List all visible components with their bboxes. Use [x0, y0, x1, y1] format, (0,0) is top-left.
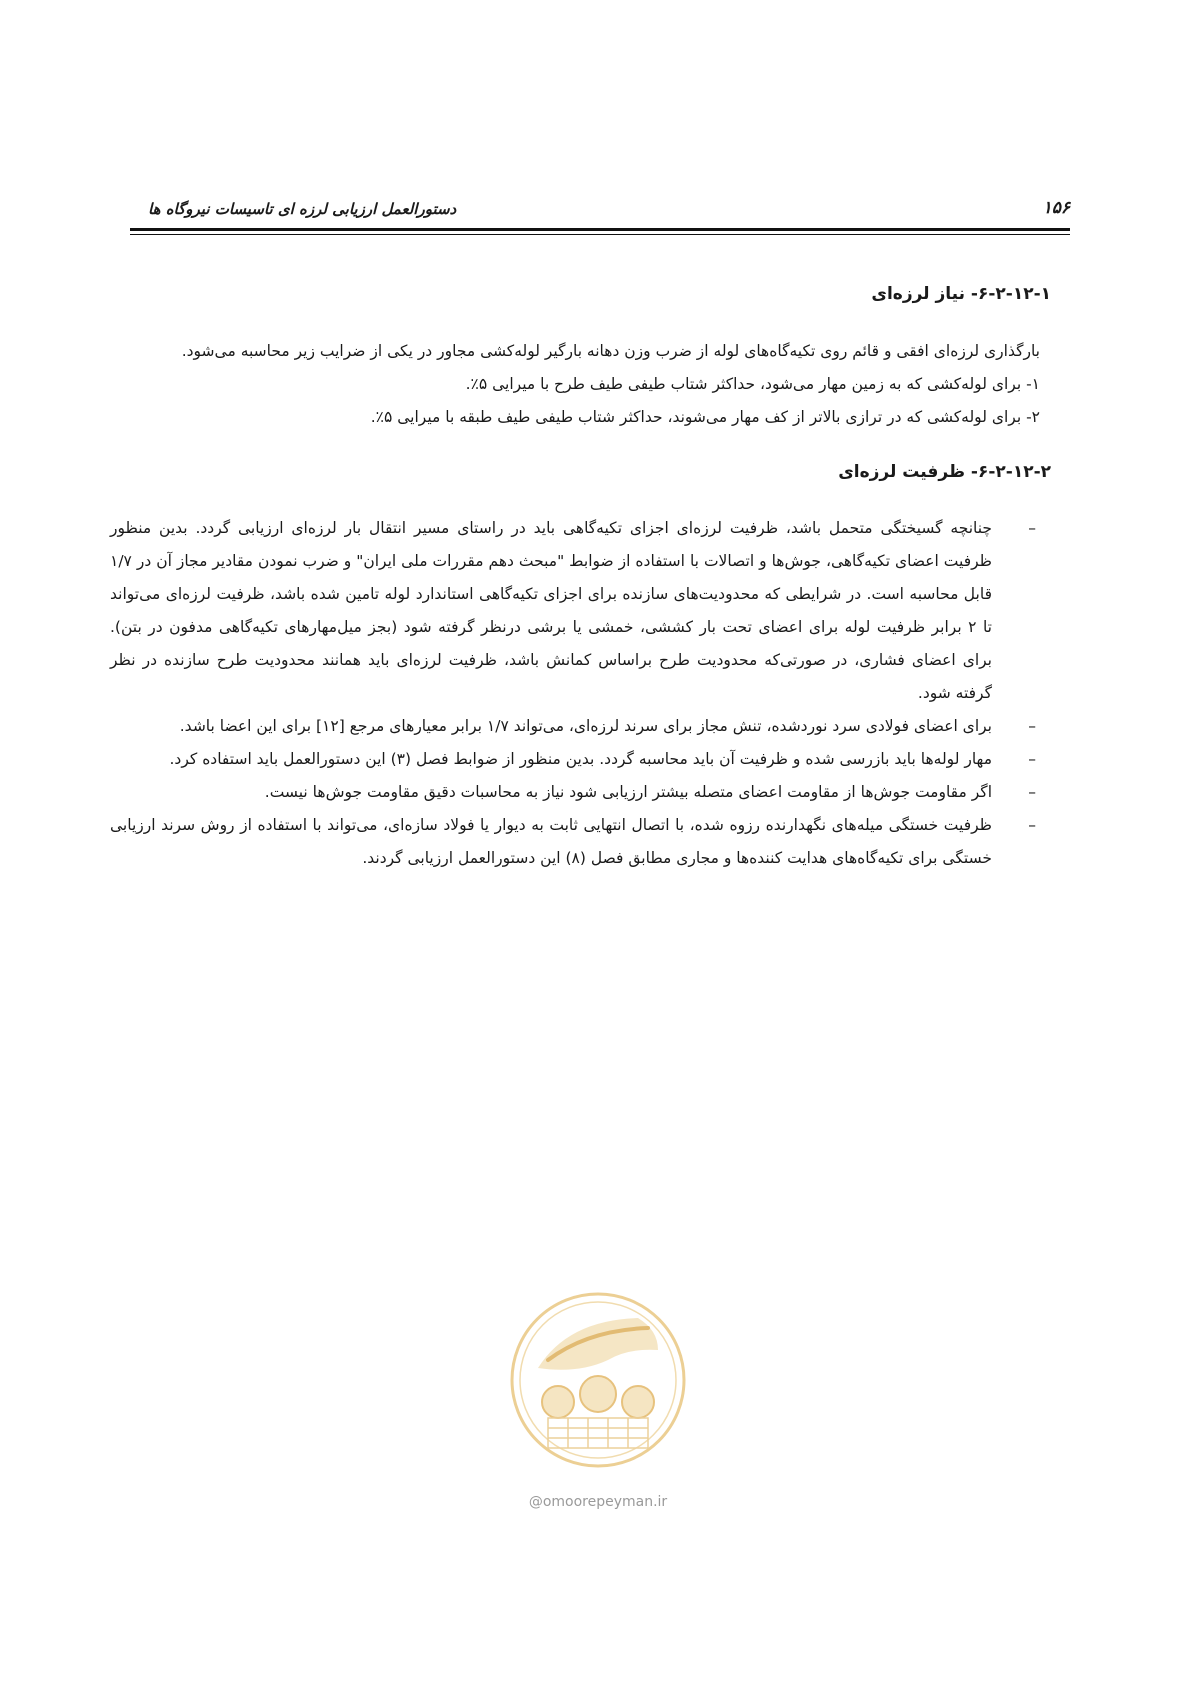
bullet-dash: – — [1028, 519, 1036, 537]
list-item — [110, 512, 1040, 710]
list-item-text: برای اعضای فولادی سرد نوردشده، تنش مجاز برای سرند لرزه‌ای، می‌تواند ۱/۷ برابر معیارهای مرجع [۱۲] برای این اعضا باشد. — [179, 717, 992, 735]
page-header — [130, 198, 1070, 224]
running-title: دستورالعمل ارزیابی لرزه ای تاسیسات نیروگاه ها — [148, 200, 457, 218]
list-item-text: اگر مقاومت جوش‌ها از مقاومت اعضای متصله بیشتر ارزیابی شود نیاز به محاسبات دقیق مقاومت جوش‌ها نیست. — [264, 783, 992, 801]
demand-item-1: ۱- برای لوله‌کشی که به زمین مهار می‌شود، حداکثر شتاب طیفی طیف طرح با میرایی ۵٪. — [465, 375, 1040, 393]
demand-paragraph: بارگذاری لرزه‌ای افقی و قائم روی تکیه‌گاه‌های لوله از ضرب وزن دهانه بارگیر لوله‌کشی مجاور در یکی از ضرایب زیر محاسبه می‌شود. — [181, 342, 1040, 360]
list-item-text: ظرفیت خستگی میله‌های نگهدارنده رزوه شده، با اتصال انتهایی ثابت به دیوار یا فولاد سازه‌ای، می‌تواند با استفاده از روش سرند ارزیابی خستگی برای تکیه‌گاه‌های هدایت کننده‌ها و مجاری مطابق فصل (۸) این دستورالعمل ارزیابی گردند. — [110, 816, 992, 867]
list-item — [110, 743, 1040, 776]
bullet-dash: – — [1028, 717, 1036, 735]
header-rule-thick — [130, 228, 1070, 231]
seismic-demand-body — [110, 335, 1040, 434]
bullet-dash: – — [1028, 750, 1036, 768]
page-number: ۱۵۶ — [1042, 198, 1070, 218]
watermark-url: @omoorepeyman.ir — [528, 1494, 668, 1510]
header-rule-thin — [130, 234, 1070, 235]
section-heading-seismic-demand: ۶-۲-۱۲-۱- نیاز لرزه‌ای — [871, 284, 1051, 304]
list-item — [110, 776, 1040, 809]
list-item — [110, 809, 1040, 875]
bullet-dash: – — [1028, 816, 1036, 834]
demand-item-2: ۲- برای لوله‌کشی که در ترازی بالاتر از کف مهار می‌شوند، حداکثر شتاب طیفی طیف طبقه با میرایی ۵٪. — [370, 408, 1040, 426]
list-item-text: چنانچه گسیختگی متحمل باشد، ظرفیت لرزه‌ای اجزای تکیه‌گاهی باید در راستای مسیر انتقال بار لرزه‌ای ارزیابی گردد. بدین منظور ظرفیت اعضای تکیه‌گاهی، جوش‌ها و اتصالات با استفاده از ضوابط "مبحث دهم مقررات ملی ایران" و ضرب نمودن مقادیر مجاز آن در ۱/۷ قابل محاسبه است. در شرایطی که محدودیت‌های سازنده برای اجزای تکیه‌گاهی استاندارد لوله تامین شده باشد، ظرفیت لرزه‌ای می‌تواند تا ۲ برابر ظرفیت لوله برای اعضای تحت بار کششی، خمشی یا برشی درنظر گرفته شود (بجز میل‌مهارهای تکیه‌گاهی مدفون در بتن). برای اعضای فشاری، در صورتی‌که محدودیت طرح براساس کمانش باشد، ظرفیت لرزه‌ای باید همانند محدودیت طرح سازنده در نظر گرفته شود. — [110, 519, 992, 702]
list-item — [110, 710, 1040, 743]
omoorepeyman-logo-icon — [508, 1290, 688, 1470]
bullet-dash: – — [1028, 783, 1036, 801]
section-heading-seismic-capacity: ۶-۲-۱۲-۲- ظرفیت لرزه‌ای — [838, 462, 1051, 482]
seismic-capacity-list — [110, 512, 1040, 875]
list-item-text: مهار لوله‌ها باید بازرسی شده و ظرفیت آن باید محاسبه گردد. بدین منظور از ضوابط فصل (۳) این دستورالعمل باید استفاده کرد. — [169, 750, 992, 768]
